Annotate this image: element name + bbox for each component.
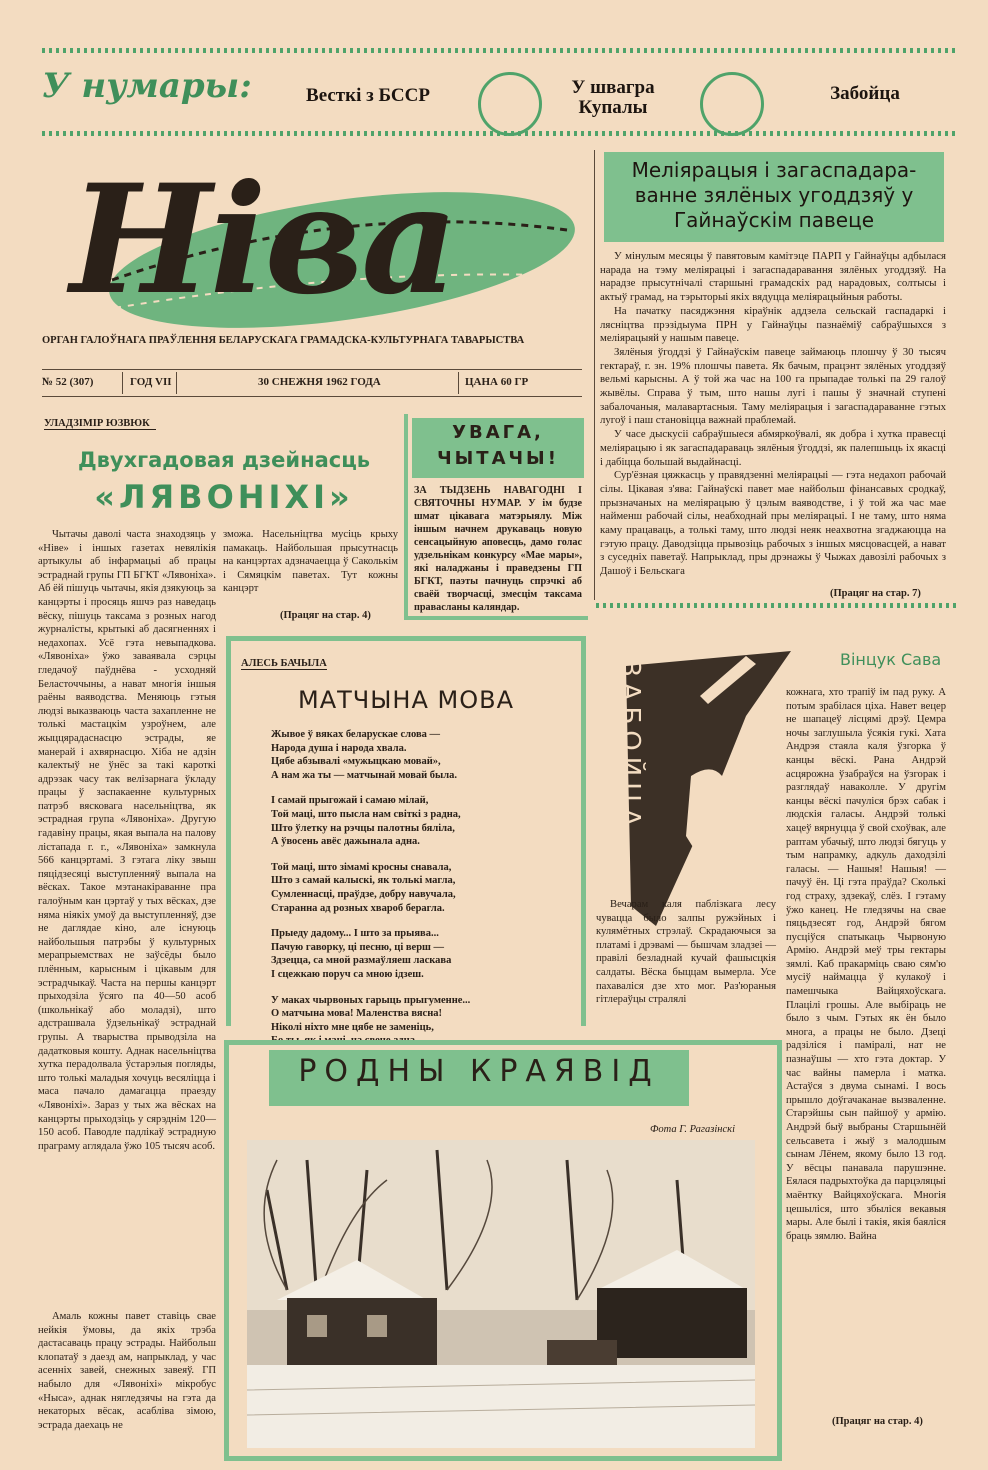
lyavonikha-continuation[interactable]: (Працяг на стар. 4): [280, 610, 371, 621]
circle-bullet-icon: [478, 72, 542, 136]
melioration-title-box: [604, 152, 944, 242]
masthead-subtitle: ОРГАН ГАЛОЎНАГА ПРАЎЛЕННЯ БЕЛАРУСКАГА ГРАМАДСКА-КУЛЬТУРНАГА ТАВАРЫСТВА: [42, 335, 525, 346]
paragraph: У часе дыскусіі сабраўшыеся абмяркоўвалі, як добра і хутка правесці меліярацыю і як загаспадараваць зялёныя ўгоддзі, як палепшыць іх якасці і дабіцца большай выдайнасці.: [600, 428, 946, 468]
issue-number: № 52 (307): [42, 376, 94, 388]
poem-line: І сцежкаю поруч са мною ідзеш.: [271, 968, 424, 980]
poem-box: [226, 636, 586, 1033]
lyavonikha-col-2: зможа. Насельніцтва мусіць крыху памакаць. Найбольшая прысутнасць на канцэртах адзначаецца ў Саколькім і Сямяцкім паветах. Тут кожны канцэрт: [223, 529, 398, 595]
issue-year: ГОД VII: [130, 376, 172, 388]
poem-body: [271, 728, 571, 1060]
lyavonikha-col-1: Чытачы даволі часта знаходзяць у «Ніве» і іншых газетах невялікія артыкулы аб інфармацыі аб працы эстраднай групы ГП БГКТ «Лявоніха». Аб ёй пішуць чытачы, якія дзякуюць за канцэрты і просяць яшчэ раз наведаць вёску, пішуць таксама з розных нагод журналісты, крытыкі аб дасягненнях і недахопах. Усё гэта невыпадкова. «Лявоніха» ўжо заваявала сэрцы гледачоў паўднёва - усходняй Беласточчыны, а нават многія іншыя раёны ваяводства. Меняюць гэтыя людзі выказваюць часта захапленне не толькі мастацкім узроўнем, але жыццярадаснасцю эстрады, яе манерай і ахвярнасцю. Хіба не адзін калектыў не ўнёс за такі кароткі адрэзак часу так велізарнага ўкладу працы ў заспакаенне культурных патрэб вясковага насельніцтва, як эстрадная група «Лявоніха». Другую гадавіну працы, якая выпала на палову лістапада г. г., «Лявоніха» замкнула 566 канцэртамі. З гэтага ліку звыш пяцідзесяці выступленняў выпала на вёсках. Такое мэтанакіраванне пра галоўным кан цэртаў у тых вёсках, дзе няма ніякіх умоў да выступленняў, дзе не даглядае кіно, але існуюць найбольшыя патрэбы ў культурных мерапрыемствах не заўсёды было плённым, карысным і цікавым для эстрадчыкаў. Часта на першы канцэрт прыходзіла ўсяго па 40—50 асоб (школьнікаў або моладзі), што адстрашвала ўдзельнікаў эстраднай групы. А тварыства прыводзіла на дадатковыя коштy. Аднак насельніцтва хутка перадолвала ўстарэлыя погляды, што толькі маладыя хочуць весяліцца і маса пачало дамагацца праезду «Лявоніхі». Зараз у тых жа вёсках на канцэрты прыходзіць у сярэднім 120—150 асоб. Паводле падлікаў эстрадную праграму аглядала ўжо 105 тысяч асоб.: [38, 529, 216, 1152]
issue-price: ЦАНА 60 ГР: [465, 376, 529, 388]
notice-body: ЗА ТЫДЗЕНЬ НАВАГОДНІ І СВЯТОЧНЫ НУМАР. У ім будзе шмат цікавага матэрыялу. Між іншым начнем друкаваць новую сенсацыйную аповесць, дамо голас удзельнікам конкурсу «Мае мары», які наладжаны і праведзены ГП БГКТ, паэты пачнуць спрэчкі аб сваёй творчасці, змесцім таксама правасланы каляндар.: [414, 485, 582, 613]
poem-line: І самай прыгожай і самаю мілай,: [271, 795, 429, 807]
melioration-body: [600, 250, 946, 579]
poem-line: Жывое ў вяках беларускае слова —: [271, 729, 441, 740]
landscape-title: РОДНЫ КРАЯВІД: [298, 1054, 660, 1089]
poem-stanza: [271, 927, 571, 981]
poem-stanza: [271, 861, 571, 915]
poem-line: А ўвосень авёс дажынала адна.: [271, 836, 420, 848]
poem-line: О матчына мова! Маленства вясна!: [271, 1008, 442, 1020]
notice-box: [404, 414, 588, 620]
paragraph: Зялёныя ўгоддзі ў Гайнаўскім павеце займаюць плошчу ў 30 тысяч гектараў, г. зн. 19% плошчы павета. Як бачым, працэнт зялёных угоддзяў вельмі карысны. А ў той жа час на 100 га прыпадае толькі па 29 галоў жывёлы. Справа ў тым, што нашы лугі і пашы ў значнай ступені забалочаныя, малавартасныя. Таму меліярацыя і загаспадараванне гэтых лугоў і паш становіцца важнай праблемай.: [600, 345, 946, 427]
poem-line: Цябе абзывалі «мужыцкаю мовай»,: [271, 756, 441, 768]
poem-line: А нам жа ты — матчынай мовай была.: [271, 769, 458, 781]
landscape-photo: [247, 1140, 755, 1448]
paragraph: На пачатку пасяджэння кіраўнік аддзела сельскай гаспадаркі і лясніцтва прэзідыума ПРН у Гайнаўцы пазнаёміў сабраўшыхся з меліярацыяй у нашым павеце.: [600, 304, 946, 345]
banner-script-title: У нумары:: [42, 66, 252, 106]
poem-line: Пачую гаворку, ці песню, ці верш —: [271, 941, 445, 953]
masthead-title: Ніва: [70, 152, 457, 328]
story-illustration-title: ЗАБОЙЦА: [615, 660, 645, 833]
poem-line: У маках чырвоных гарыць прыгуменне...: [271, 994, 471, 1006]
circle-bullet-icon: [700, 72, 764, 136]
poem-line: Народа душа і народа хвала.: [271, 742, 407, 754]
lyavonikha-title-2: «ЛЯВОНІХІ»: [94, 478, 354, 516]
poem-stanza: [271, 794, 571, 848]
banner-item-1[interactable]: Весткі з БССР: [306, 85, 430, 106]
landscape-box: [224, 1040, 782, 1461]
poem-line: Што з самай калыскі, як толькі магла,: [271, 875, 456, 887]
landscape-credit: Фота Г. Рагазінскі: [649, 1124, 735, 1135]
poem-line: Старанна ад розных хвароб берагла.: [271, 902, 445, 914]
rule: [42, 369, 582, 370]
poem-author: АЛЕСЬ БАЧЫЛА: [241, 658, 327, 669]
rule: [42, 396, 582, 397]
paragraph: У мінулым месяцы ў павятовым камітэце ПАРП у Гайнаўцы адбылася нарада на тэму меліярацыі і загаспадаравання зялёных угоддзяў. На нарадзе прысутнічалі старшыні грамадскіх рад нарадовых, солтысы і актыў грамад, на тэрыторыі якіх вядуцца меліярацыйныя работы.: [600, 250, 946, 304]
poem-line: Прыеду дадому... І што за прыява...: [271, 928, 439, 940]
lyavonikha-col-1b: Амаль кожны павет ставіць свае нейкія ўмовы, да якіх трэба дастасаваць працу эстрады. Найбольш клопатаў з даезд ам, напрыклад, у час асенніх завей, снежных завеяў. ГП набыло для «Лявоніхі» мікробус «Ныса», аднак нягледзячы на гэта да некаторых вёсак, асабліва зімою, эстрада даехаць не: [38, 1311, 216, 1431]
poem-line: Ніколі ніхто мне цябе не заменіць,: [271, 1021, 434, 1033]
poem-line: Той маці, што пысла нам світкі з радна,: [271, 808, 461, 820]
lyavonikha-author: УЛАДЗІМІР ЮЗВЮК: [44, 418, 156, 430]
melioration-continuation[interactable]: (Працяг на стар. 7): [830, 588, 921, 599]
poem-line: Той маці, што зімамі кросны снавала,: [271, 861, 452, 873]
banner-item-2[interactable]: У швагра Купалы: [571, 77, 655, 118]
story-continuation[interactable]: (Працяг на стар. 4): [832, 1416, 923, 1427]
lyavonikha-title-1: Двухгадовая дзейнасць: [77, 448, 371, 472]
paragraph: Сур'ёзная цяжкасць у правядзенні меліярацыі — гэта недахоп рабочай сілы. Цікавая з'ява: Гайнаўскі павет мае найбольш фінансавых сродкаў, прызначаных на меліярацыю ў цэлым ваяводстве, і ў той жа час мае найменш рабочай сілы, неабходнай пры меліярацыі. І не таму, што няма каму працаваць, а толькі таму, што людзі неяк неахвотна згаджаюцца на гэтую працу. Даводзіцца прывозіць рабочых з іншых мясцовасцей, а нават з суседніх паветаў. Напрыклад, пры дрэнажы ў Чыжах давозілі рабочых з Дашоў і Бельскага: [600, 469, 946, 578]
issue-date: 30 СНЕЖНЯ 1962 ГОДА: [258, 376, 381, 388]
story-left-text: Вечарам каля паблізкага лесу чувацца было залпы ружэйных і кулямётных стрэлаў. Скрадаючыся за платамі і дрэвамі — бышчам зладзеі — правілі безладнай кучай фашысцкія салдаты. Вёска быццам вымерла. Усе пахаваліся дзе хто мог. Раз'юраныя гітлераўцы стралялі: [596, 899, 776, 1006]
poem-stanza: [271, 728, 571, 782]
story-author: Вінцук Сава: [840, 650, 942, 669]
banner-item-3[interactable]: Забойца: [830, 83, 900, 104]
poem-line: Здзецца, са мной размаўляеш ласкава: [271, 955, 452, 967]
melioration-title: Меліярацыя і загаспадара-ванне зялёных угоддзяў у Гайнаўскім павеце: [631, 158, 917, 232]
top-decor-strip: [42, 48, 956, 53]
poem-line: Што ўлетку на рэчцы палотны бяліла,: [271, 822, 455, 834]
story-right-text: кожнага, хто трапіў ім пад руку. А потым зрабілася ціха. Навет вецер не шапацеў лісцямі дрэў. Цемра ночы заглушыла ўсякія гукі. Хата Андрэя стаяла каля ўзгорка ў канцы вёскі. Рана Андрэй асцярожна ўзабраўся на ўзгорак і разглядаў наваколле. У другім канцы вёскі пачуліся брэх сабак і людскія галасы. Андрэй толькі хацеў вярнуцца ў свой схоўвак, але раптам убачыў, што людзі бягуць у тым напрамку, адкуль даходзілі галасы. — Нашыя! Нашыя! — пачуў ён. Ці гэта праўда? Сколькі год страху, здзекаў, слёз. І гэтаму ўжо канец. Не гледзячы на свае пяцьдзесят год, Андрэй бягом пусціўся спатыкаць Чырвоную Армію. Андрэй меў тры гектары зямлі. Каб пракарміць сваю сям'ю мусіў наймацца ў кулакоў і памешчыка Вайцяхоўскага. Плацілі грошы. Але выбіраць не было з чым. Гэтых як ён было многа, а працы не было. Дзеці радзіліся і паміралі, нат не пазнаўшы — хто гэта доктар. У час вайны памерла і матка. Астаўся з двума сынамі. І вось прышло доўгачаканае вызваленне. Старэйшы сын пайшоў у армію. Андрэй быў выбраны Старшынёй сельсавета і жыў з малодшым сынам Лёнем, якому было 13 год. У вёсцы панавала парушэнне. Еялася падрыхтоўка да парцэляцыі маёнтку Вайцяхоўскага. Многія цешыліся, што збыліся векавыя мары. Але былі і такія, якія баяліся браць зямлю. Вайна: [786, 687, 946, 1242]
poem-line: Сумленнасці, праўдзе, добру навучала,: [271, 888, 456, 900]
notice-title: УВАГА, ЧЫТАЧЫ!: [412, 418, 584, 478]
poem-title: МАТЧЫНА МОВА: [298, 686, 514, 714]
